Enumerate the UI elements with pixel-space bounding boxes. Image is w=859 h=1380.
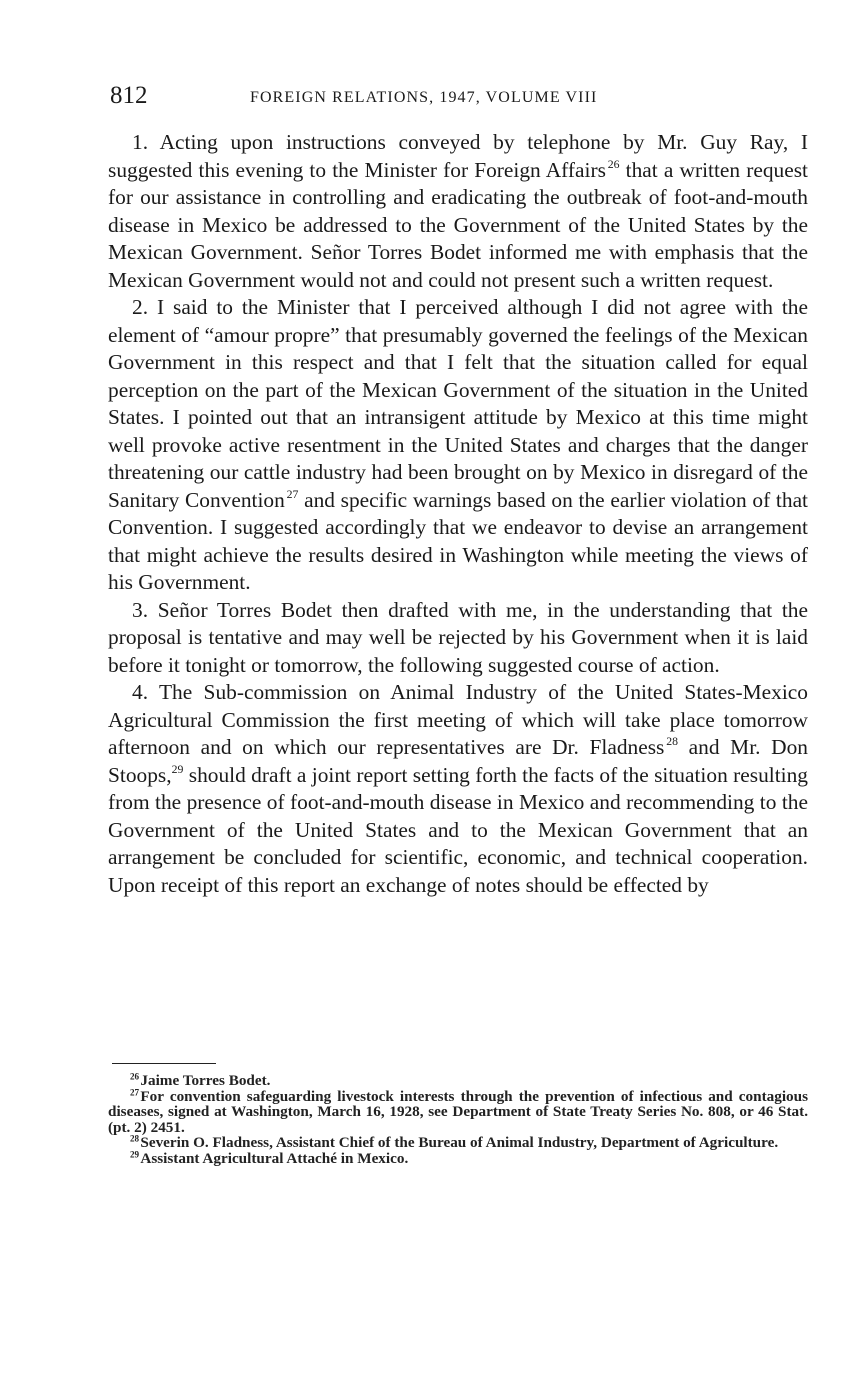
footnote-26: [108, 1073, 808, 1089]
page-number: 812: [110, 82, 148, 109]
footnote-28: [108, 1135, 808, 1151]
footnote-29: [108, 1151, 808, 1167]
paragraph-4-text-b: and Mr. Don Stoops,: [108, 735, 808, 787]
paragraph-4-text-a: 4. The Sub-commission on Animal Industry of the United States-Mexico Agricultural Commission the first meeting of which will take place tomorrow afternoon and on which our representatives are Dr. Fladness: [108, 680, 808, 759]
paragraph-3: [108, 597, 808, 680]
footnote-26-text: Jaime Torres Bodet.: [140, 1072, 271, 1089]
footnote-ref-28: 28: [666, 735, 678, 749]
footnote-28-number: 28: [130, 1133, 140, 1144]
footnote-27-number: 27: [130, 1087, 140, 1098]
footnote-28-text: Severin O. Fladness, Assistant Chief of the Bureau of Animal Industry, Department of Agriculture.: [140, 1134, 779, 1152]
footnote-27: [108, 1089, 808, 1136]
paragraph-2: [108, 294, 808, 597]
footnote-29-number: 29: [130, 1149, 140, 1160]
footnote-27-text: For convention safeguarding livestock interests through the prevention of infectious and contagious diseases, signed at Washington, March 16, 1928, see Department of State Treaty Series No. 808, or 46 Stat. (pt. 2) 2451.: [108, 1087, 808, 1136]
paragraph-1: [108, 129, 808, 294]
paragraph-4-text-c: should draft a joint report setting forth the facts of the situation resulting from the presence of foot-and-mouth disease in Mexico and recommending to the Government of the United States and to the Mexican Government that an arrangement be concluded for scientific, economic, and technical cooperation. Upon receipt of this report an exchange of notes should be effected by: [108, 762, 808, 897]
paragraph-1-text-b: that a written request for our assistance in controlling and eradicating the outbreak of foot-and-mouth disease in Mexico be addressed to the Government of the United States by the Mexican Government. Señor Torres Bodet informed me with emphasis that the Mexican Government would not and could not present such a written request.: [108, 157, 809, 292]
running-head: FOREIGN RELATIONS, 1947, VOLUME VIII: [250, 89, 598, 106]
paragraph-2-text-b: and specific warnings based on the earlier violation of that Convention. I suggested accordingly that we endeavor to devise an arrangement that might achieve the results desired in Washington while meeting the views of his Government.: [108, 487, 809, 594]
footnote-29-text: Assistant Agricultural Attaché in Mexico.: [140, 1149, 409, 1167]
footnote-divider: [112, 1063, 216, 1064]
paragraph-1-text-a: 1. Acting upon instructions conveyed by telephone by Mr. Guy Ray, I suggested this evening to the Minister for Foreign Affairs: [108, 130, 808, 182]
footnote-ref-29: 29: [171, 762, 184, 776]
paragraph-4: [108, 679, 808, 899]
footnotes: [108, 1073, 808, 1167]
footnote-ref-26: 26: [607, 157, 620, 171]
footnote-ref-27: 27: [286, 487, 299, 501]
paragraph-2-text-a: 2. I said to the Minister that I perceived although I did not agree with the element of “amour propre” that presumably governed the feelings of the Mexican Government in this respect and that I felt that the situation called for equal perception on the part of the Mexican Government of the situation in the United States. I pointed out that an intransigent attitude by Mexico at this time might well provoke active resentment in the United States and charges that the danger threatening our cattle industry had been brought on by Mexico in disregard of the Sanitary Convention: [108, 295, 808, 512]
body-text: [108, 129, 808, 899]
page-header: [110, 82, 810, 112]
footnote-26-number: 26: [130, 1071, 140, 1082]
paragraph-3-text: 3. Señor Torres Bodet then drafted with me, in the understanding that the proposal is tentative and may well be rejected by his Government when it is laid before it tonight or tomorrow, the following suggested course of action.: [108, 597, 808, 677]
